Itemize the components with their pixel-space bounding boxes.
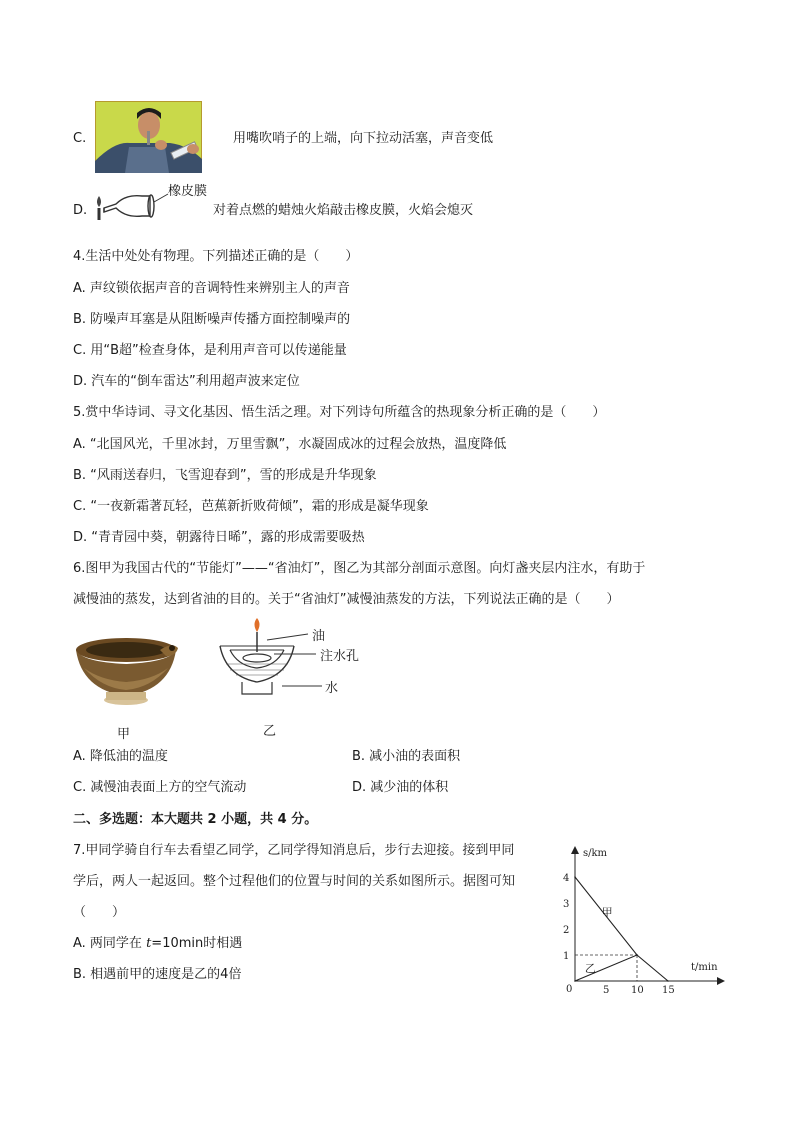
q7-option-a-post: =10min时相遇 bbox=[151, 936, 243, 951]
q3-option-c-text: 用嘴吹哨子的上端，向下拉动活塞，声音变低 bbox=[233, 131, 494, 146]
series-point-1-1 bbox=[636, 954, 638, 956]
q3-membrane-label: 橡皮膜 bbox=[168, 184, 208, 199]
q7-option-a bbox=[73, 935, 242, 953]
q6-stem-line1: 6.图甲为我国古代的“节能灯”——“省油灯”，图乙为其部分剖面示意图。向灯盏夹层内注水，有助于 bbox=[73, 561, 646, 576]
section2-title: 二、多选题：本大题共 2 小题，共 4 分。 bbox=[73, 812, 318, 827]
q7-line2: 学后，两人一起返回。整个过程他们的位置与时间的关系如图所示。据图可知 bbox=[73, 874, 516, 889]
q6-oil-label: 油 bbox=[312, 629, 326, 644]
x-axis-arrow bbox=[717, 977, 725, 985]
q6-option-d: D. 减少油的体积 bbox=[352, 780, 449, 795]
q7-line3: （ ） bbox=[73, 905, 126, 920]
series-point-0-0 bbox=[574, 876, 576, 878]
q6-figure-jia-label: 甲 bbox=[117, 727, 131, 742]
q7-option-b: B. 相遇前甲的速度是乙的4倍 bbox=[73, 967, 242, 982]
x-tick-label-15: 15 bbox=[662, 985, 675, 996]
y-tick-label-4: 4 bbox=[563, 873, 570, 884]
series-point-0-2 bbox=[667, 980, 669, 982]
y-tick-label-2: 2 bbox=[563, 925, 570, 936]
q7-position-time-chart bbox=[555, 840, 730, 1000]
series-label-jia: 甲 bbox=[601, 906, 613, 919]
q4-option-c: C. 用“B超”检查身体，是利用声音可以传递能量 bbox=[73, 343, 347, 358]
q5-option-b: B. “风雨送春归，飞雪迎春到”，雪的形成是升华现象 bbox=[73, 468, 377, 483]
origin-label: 0 bbox=[566, 984, 573, 995]
q6-option-b: B. 减小油的表面积 bbox=[352, 749, 461, 764]
q4-stem: 4.生活中处处有物理。下列描述正确的是（ ） bbox=[73, 249, 359, 264]
q6-stem-line2: 减慢油的蒸发，达到省油的目的。关于“省油灯”减慢油蒸发的方法，下列说法正确的是（ ） bbox=[73, 592, 620, 607]
q7-option-a-var: t bbox=[146, 936, 152, 951]
y-axis-label: s/km bbox=[583, 848, 608, 859]
q6-figure-yi-label: 乙 bbox=[263, 724, 277, 739]
y-tick-label-1: 1 bbox=[563, 951, 570, 962]
series-point-1-0 bbox=[574, 980, 576, 982]
q4-option-a: A. 声纹锁依据声音的音调特性来辨别主人的声音 bbox=[73, 281, 350, 296]
q6-water-label: 水 bbox=[325, 681, 339, 696]
q3-option-d-text: 对着点燃的蜡烛火焰敲击橡皮膜，火焰会熄灭 bbox=[213, 203, 474, 218]
q4-option-b: B. 防噪声耳塞是从阻断噪声传播方面控制噪声的 bbox=[73, 312, 351, 327]
q6-option-c: C. 减慢油表面上方的空气流动 bbox=[73, 780, 247, 795]
y-axis-arrow bbox=[571, 846, 579, 854]
oil-lamp-photo bbox=[72, 628, 182, 708]
boy-whistle-photo bbox=[95, 101, 202, 173]
q6-hole-label: 注水孔 bbox=[320, 649, 360, 664]
q4-option-d: D. 汽车的“倒车雷达”利用超声波来定位 bbox=[73, 374, 300, 389]
q5-option-a: A. “北国风光，千里冰封，万里雪飘”，水凝固成冰的过程会放热，温度降低 bbox=[73, 437, 507, 452]
q7-option-a-pre: A. 两同学在 bbox=[73, 936, 147, 951]
y-tick-label-3: 3 bbox=[563, 899, 570, 910]
x-tick-label-10: 10 bbox=[631, 985, 644, 996]
q5-option-c: C. “一夜新霜著瓦轻，芭蕉新折败荷倾”，霜的形成是凝华现象 bbox=[73, 499, 429, 514]
q5-option-d: D. “青青园中葵，朝露待日晞”，露的形成需要吸热 bbox=[73, 530, 365, 545]
q6-option-a: A. 降低油的温度 bbox=[73, 749, 168, 764]
q3-option-c-label: C. bbox=[73, 131, 87, 146]
q7-line1: 7.甲同学骑自行车去看望乙同学，乙同学得知消息后，步行去迎接。接到甲同 bbox=[73, 843, 515, 858]
q5-stem: 5.赏中华诗词、寻文化基因、悟生活之理。对下列诗句所蕴含的热现象分析正确的是（ ） bbox=[73, 405, 606, 420]
q3-option-d-label: D. bbox=[73, 203, 88, 218]
x-axis-label: t/min bbox=[691, 962, 718, 973]
x-tick-label-5: 5 bbox=[603, 985, 610, 996]
series-label-yi: 乙 bbox=[584, 961, 596, 975]
